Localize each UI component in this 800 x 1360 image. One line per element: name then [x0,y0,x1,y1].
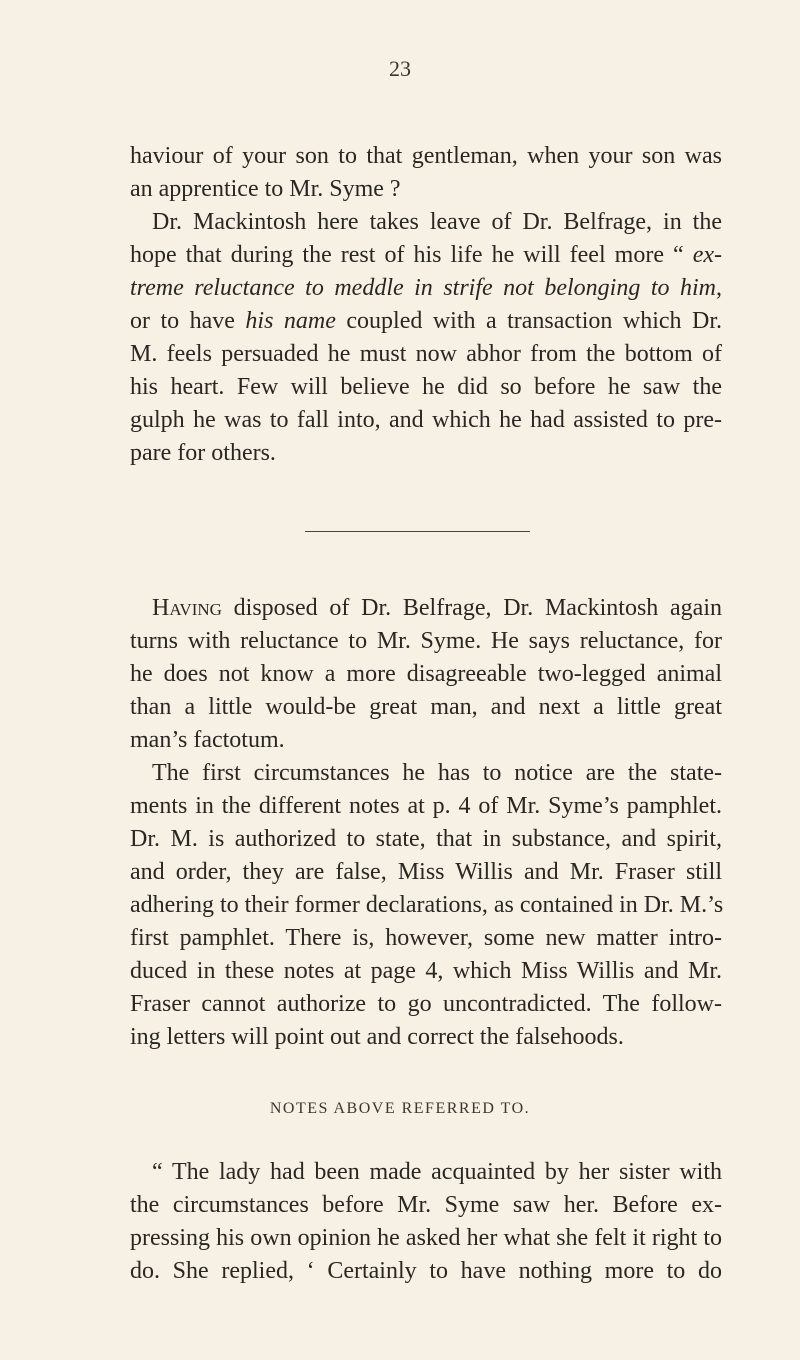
italic-phrase: his name [245,308,336,334]
text-line: do. She replied, ‘ Certainly to have nothing more to do [130,1258,722,1284]
text-line: gulph he was to fall into, and which he had assisted to pre- [130,407,722,433]
small-caps-opening: Having [152,595,222,621]
text-line [130,239,722,272]
text-line: turns with reluctance to Mr. Syme. He says reluctance, for [130,628,722,654]
section-divider [305,531,530,532]
text-line: an apprentice to Mr. Syme ? [130,176,401,202]
italic-quote: ex- [692,242,722,268]
text-line: pressing his own opinion he asked her what she felt it right to [130,1225,722,1251]
text-line: haviour of your son to that gentleman, when your son was [130,143,722,169]
text-segment: , [716,275,722,301]
text-segment: coupled with a transaction which Dr. [335,308,722,334]
text-line: he does not know a more disagreeable two-legged animal [130,661,722,687]
text-line: Fraser cannot authorize to go uncontradicted. The follow- [130,991,722,1017]
text-segment: hope that during the rest of his life he will feel more “ [130,242,693,268]
text-line: adhering to their former declarations, as contained in Dr. M.’s [130,892,724,918]
text-line [130,272,722,305]
text-line: man’s factotum. [130,727,285,753]
text-line: “ The lady had been made acquainted by her sister with [152,1159,722,1185]
text-line: first pamphlet. There is, however, some new matter intro- [130,925,722,951]
text-line: M. feels persuaded he must now abhor from the bottom of [130,341,722,367]
text-line: his heart. Few will believe he did so before he saw the [130,374,722,400]
text-line: Dr. Mackintosh here takes leave of Dr. Belfrage, in the [152,209,722,235]
text-line: Dr. M. is authorized to state, that in substance, and spirit, [130,826,722,852]
text-line [130,305,722,338]
text-line: and order, they are false, Miss Willis and Mr. Fraser still [130,859,722,885]
text-line: ing letters will point out and correct the falsehoods. [130,1024,624,1050]
text-line [152,592,722,625]
text-line: ments in the different notes at p. 4 of Mr. Syme’s pamphlet. [130,793,722,819]
section-heading: NOTES ABOVE REFERRED TO. [269,1100,531,1117]
page-number: 23 [389,56,411,81]
text-line: pare for others. [130,440,276,466]
text-line: duced in these notes at page 4, which Miss Willis and Mr. [130,958,722,984]
text-segment: or to have [130,308,246,334]
text-segment: disposed of Dr. Belfrage, Dr. Mackintosh again [221,595,722,621]
text-line: The first circumstances he has to notice are the state- [152,760,722,786]
text-line: the circumstances before Mr. Syme saw her. Before ex- [130,1192,722,1218]
text-line: than a little would-be great man, and next a little great [130,694,722,720]
italic-quote: treme reluctance to meddle in strife not belonging to him [130,275,716,301]
